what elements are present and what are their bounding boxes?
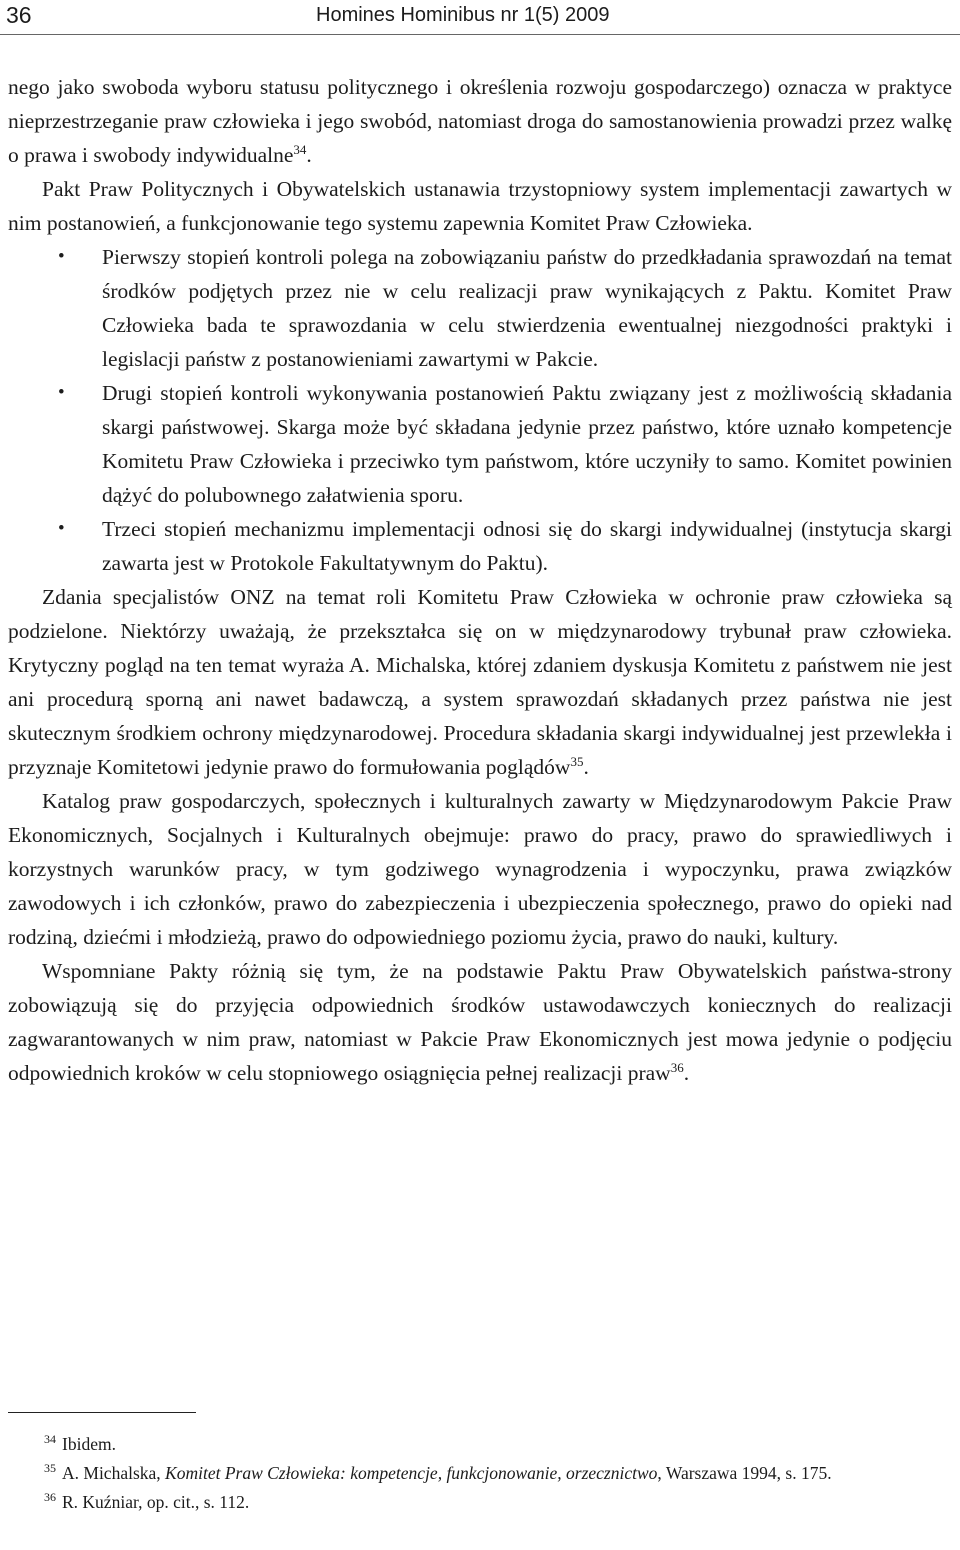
footnote-34 [8,1430,952,1459]
bullet-icon: • [58,518,65,539]
footnote-imprint: , Warszawa 1994, s. 175. [657,1463,832,1483]
punctuation: . [306,143,312,167]
list-item [8,240,952,376]
footnote-number: 35 [44,1461,56,1476]
footnote-divider [8,1412,196,1413]
paragraph-text: Wspomniane Pakty różnią się tym, że na podstawie Paktu Praw Obywatelskich państwa-strony zobowiązują się do przyjęcia odpowiednich środków ustawodawczych koniecznych do realizacji zagwarantowanych w nim praw, natomiast w Pakcie Praw Ekonomicznych jest mowa jedynie o podjęciu odpowiednich kroków w celu stopniowego osiągnięcia pełnej realizacji praw [8,959,952,1085]
footnote-ref-36[interactable]: 36 [670,1059,684,1075]
paragraph [8,954,952,1090]
bullet-icon: • [58,382,65,403]
list-item [8,376,952,512]
journal-title: Homines Hominibus nr 1(5) 2009 [316,4,610,26]
footnote-text: Ibidem. [62,1434,116,1454]
paragraph-text: Zdania specjalistów ONZ na temat roli Komitetu Praw Człowieka w ochronie praw człowieka są podzielone. Niektórzy uważają, że przekształca się on w międzynarodowy trybunał praw człowieka. Krytyczny pogląd na ten temat wyraża A. Michalska, której zdaniem dyskusja Komitetu z państwem nie jest ani procedurą sporną ani nawet badawczą, a system sprawozdań składanych przez państwa nie jest skutecznym środkiem ochrony międzynarodowej. Procedura składania skargi indywidualnej jest przewlekła i przyznaje Komitetowi jedynie prawo do formułowania poglądów [8,585,952,779]
footnote-36 [8,1488,952,1517]
running-header [0,0,960,35]
footnote-text: R. Kuźniar, op. cit., s. 112. [62,1492,250,1512]
footnote-35 [8,1459,952,1488]
footnote-author: A. Michalska, [62,1463,166,1483]
list-item [8,512,952,580]
bullet-icon: • [58,246,65,267]
footnotes [8,1430,952,1517]
main-text [8,70,952,1090]
bullet-list [8,240,952,580]
list-item-text: Trzeci stopień mechanizmu implementacji odnosi się do skargi indywidualnej (instytucja skargi zawarta jest w Protokole Fakultatywnym do Paktu). [102,517,952,575]
paragraph [8,580,952,784]
footnote-book-title: Komitet Praw Człowieka: kompetencje, funkcjonowanie, orzecznictwo [165,1463,658,1483]
paragraph: Katalog praw gospodarczych, społecznych i kulturalnych zawarty w Międzynarodowym Pakcie Praw Ekonomicznych, Socjalnych i Kulturalnych obejmuje: prawo do pracy, prawo do sprawiedliwych i korzystnych warunków pracy, w tym godziwego wynagrodzenia i wypoczynku, prawa związków zawodowych i ich członków, prawo do zabezpieczenia i ubezpieczenia społecznego, prawo do opieki nad rodziną, dziećmi i młodzieżą, prawo do odpowiedniego poziomu życia, prawo do nauki, kultury. [8,789,952,949]
punctuation: . [583,755,589,779]
footnote-ref-34[interactable]: 34 [293,141,307,157]
paragraph-text: nego jako swoboda wyboru statusu politycznego i określenia rozwoju gospodarczego) oznacza w praktyce nieprzestrzeganie praw człowieka i jego swobód, natomiast droga do samostanowienia prowadzi przez walkę o prawa i swobody indywidualne [8,75,952,167]
punctuation: . [683,1061,690,1085]
list-item-text: Drugi stopień kontroli wykonywania postanowień Paktu związany jest z możliwością składania skargi państwowej. Skarga może być składana jedynie przez państwo, które uznało kompetencje Komitetu Praw Człowieka i przeciwko tym państwom, które uczyniły to samo. Komitet powinien dążyć do polubownego załatwienia sporu. [102,381,952,507]
paragraph-continuation [8,70,952,172]
footnote-number: 36 [44,1490,56,1505]
page-number: 36 [6,2,32,28]
footnote-ref-35[interactable]: 35 [570,753,584,769]
footnote-number: 34 [44,1432,56,1447]
paragraph: Pakt Praw Politycznych i Obywatelskich ustanawia trzystopniowy system implementacji zawartych w nim postanowień, a funkcjonowanie tego systemu zapewnia Komitet Praw Człowieka. [8,177,952,235]
list-item-text: Pierwszy stopień kontroli polega na zobowiązaniu państw do przedkładania sprawozdań na temat środków podjętych przez nie w celu realizacji praw wynikających z Paktu. Komitet Praw Człowieka bada te sprawozdania w celu stwierdzenia ewentualnej niezgodności praktyki i legislacji państw z postanowieniami zawartymi w Pakcie. [102,245,952,371]
